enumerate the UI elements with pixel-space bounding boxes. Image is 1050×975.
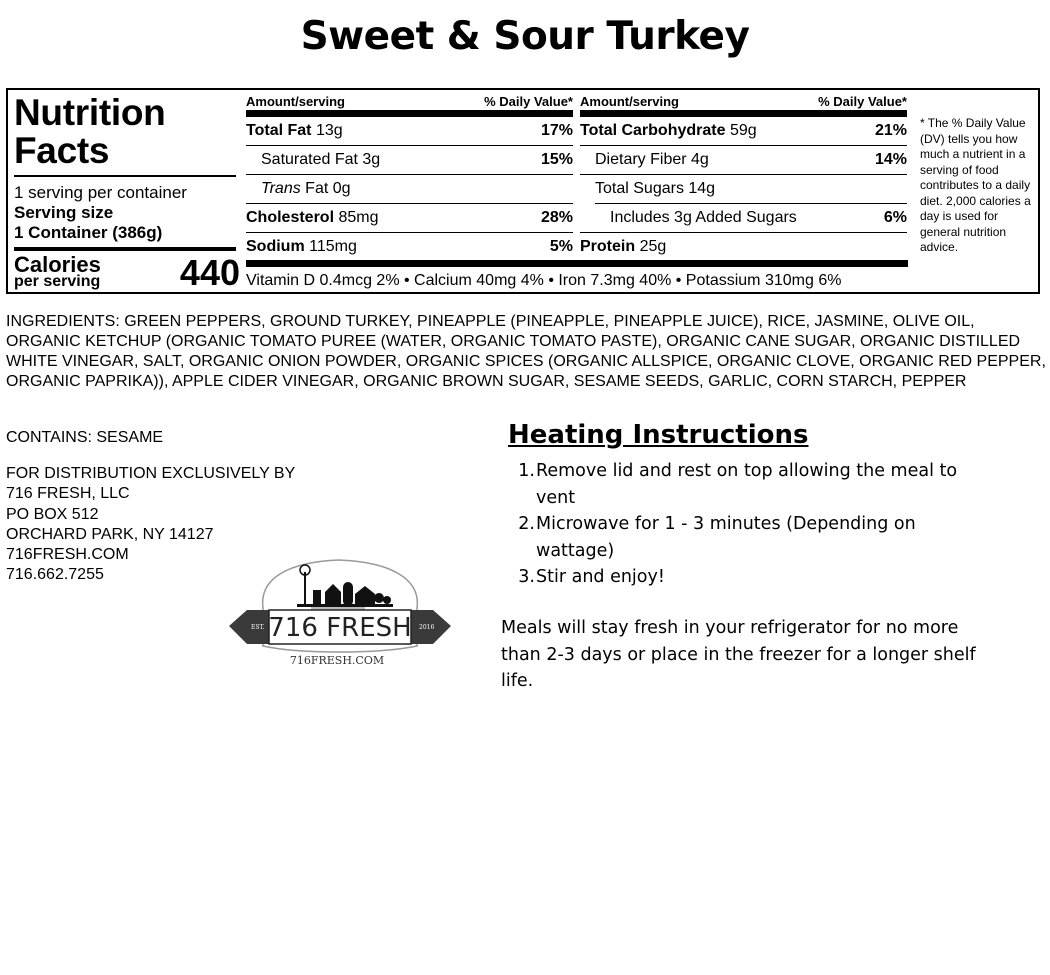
logo-year: 2016	[419, 624, 435, 631]
product-title: Sweet & Sour Turkey	[300, 14, 750, 59]
nutrient-dv: 28%	[540, 209, 573, 226]
distribution-line: FOR DISTRIBUTION EXCLUSIVELY BY	[6, 465, 296, 482]
dv-header: % Daily Value*	[818, 94, 907, 109]
serving-size-label: Serving size	[14, 203, 114, 222]
nutrient-row-added-sugars	[580, 204, 907, 233]
step-text: Remove lid and rest on top allowing the meal to vent	[536, 461, 958, 508]
nutrient-amount: 13g	[315, 122, 343, 139]
divider	[14, 175, 236, 177]
nutrient-dv: 17%	[540, 122, 573, 139]
nutrient-amount: 25g	[639, 238, 667, 255]
allergen-contains: CONTAINS: SESAME	[6, 429, 164, 446]
nutrient-row-sugars	[595, 175, 907, 204]
thick-divider	[580, 110, 907, 117]
logo-est: EST.	[251, 624, 265, 631]
thick-divider	[246, 110, 573, 117]
nutrient-row-saturated-fat	[246, 146, 573, 175]
website: 716FRESH.COM	[6, 546, 129, 564]
nutrient-label: Dietary Fiber 4g	[595, 151, 709, 168]
po-box: PO BOX 512	[6, 505, 99, 523]
nutrient-amount: 85mg	[338, 209, 379, 226]
heating-instructions-title: Heating Instructions	[508, 420, 809, 450]
logo-name: 716 FRESH	[268, 613, 412, 643]
calories-value: 440	[179, 252, 240, 293]
nutrient-row-trans-fat	[246, 175, 573, 204]
vitamins-minerals: Vitamin D 0.4mcg 2% • Calcium 40mg 4% • Iron 7.3mg 40% • Potassium 310mg 6%	[246, 260, 908, 294]
daily-value-footnote: * The % Daily Value (DV) tells you how much a nutrient in a serving of food contributes to a daily diet. 2,000 calories a day is used for general nutrition advice.	[920, 116, 1031, 254]
step-text: Microwave for 1 - 3 minutes (Depending on wattage)	[536, 514, 916, 561]
nutrient-label-italic: Trans	[261, 180, 301, 197]
calories-row	[14, 251, 240, 295]
nutrition-heading-line1: Nutrition	[14, 92, 166, 133]
nutrient-column-right	[580, 94, 907, 261]
step-number: 1.	[518, 461, 535, 481]
phone: 716.662.7255	[6, 566, 104, 584]
heating-step	[508, 564, 978, 591]
nutrient-row-cholesterol	[246, 204, 573, 233]
nutrient-label: Total Sugars 14g	[595, 180, 716, 197]
step-number: 3.	[518, 567, 535, 587]
nutrient-amount: 59g	[729, 122, 757, 139]
nutrient-dv: 6%	[883, 209, 907, 226]
nutrient-label: Total Carbohydrate	[580, 122, 726, 139]
dv-header: % Daily Value*	[484, 94, 573, 109]
nutrient-row-fiber	[580, 146, 907, 175]
nutrition-facts-panel	[6, 88, 1040, 294]
nutrition-summary	[14, 92, 240, 295]
logo-url: 716FRESH.COM	[289, 654, 385, 667]
nutrient-label: Total Fat	[246, 122, 312, 139]
heating-step	[508, 511, 978, 564]
nutrient-dv: 15%	[540, 151, 573, 168]
nutrient-label: Sodium	[246, 238, 305, 255]
nutrition-heading-line2: Facts	[14, 130, 110, 171]
nutrient-column-left	[246, 94, 573, 261]
nutrient-dv: 14%	[874, 151, 907, 168]
city-state-zip: ORCHARD PARK, NY 14127	[6, 525, 214, 543]
calories-label: Calories	[14, 252, 101, 277]
nutrient-dv: 5%	[549, 238, 573, 255]
nutrient-label: Protein	[580, 238, 636, 255]
nutrition-heading	[14, 94, 236, 170]
nutrient-row-sodium	[246, 233, 573, 261]
ingredients: INGREDIENTS: GREEN PEPPERS, GROUND TURKEY, PINEAPPLE (PINEAPPLE, PINEAPPLE JUICE), RICE, JASMINE, OLIVE OIL, ORGANIC KETCHUP (ORGANIC TOMATO PUREE (WATER, ORGANIC TOMATO PASTE), ORGANIC CANE SUGAR, ORGANIC DISTILLED WHITE VINEGAR, SALT, ORGANIC ONION POWDER, ORGANIC SPICES (ORGANIC ALLSPICE, ORGANIC CLOVE, ORGANIC RED PEPPER, ORGANIC PAPRIKA)), APPLE CIDER VINEGAR, ORGANIC BROWN SUGAR, SESAME SEEDS, GARLIC, CORN STARCH, PEPPER	[6, 313, 1046, 390]
servings-per-container: 1 serving per container	[14, 183, 187, 202]
serving-size-value: 1 Container (386g)	[14, 223, 163, 242]
step-number: 2.	[518, 514, 535, 534]
brand-logo	[229, 558, 451, 670]
calories-sub: per serving	[14, 273, 101, 290]
nutrient-row-total-carb	[580, 117, 907, 146]
storage-note: Meals will stay fresh in your refrigerator for no more than 2-3 days or place in the freezer for a longer shelf life.	[501, 618, 976, 691]
nutrient-amount: 115mg	[309, 238, 357, 255]
nutrient-label: Saturated Fat 3g	[261, 151, 381, 168]
nutrient-label: Cholesterol	[246, 209, 335, 226]
heating-step	[508, 458, 978, 511]
nutrient-row-total-fat	[246, 117, 573, 146]
heating-steps	[508, 458, 978, 591]
amount-header: Amount/serving	[246, 94, 345, 109]
nutrient-label: Includes 3g Added Sugars	[610, 209, 797, 226]
nutrient-row-protein	[580, 233, 907, 261]
column-header	[580, 94, 907, 110]
column-header	[246, 94, 573, 110]
nutrient-label: Fat 0g	[305, 180, 351, 197]
step-text: Stir and enjoy!	[536, 567, 665, 587]
amount-header: Amount/serving	[580, 94, 679, 109]
company-name: 716 FRESH, LLC	[6, 485, 130, 503]
nutrient-dv: 21%	[874, 122, 907, 139]
